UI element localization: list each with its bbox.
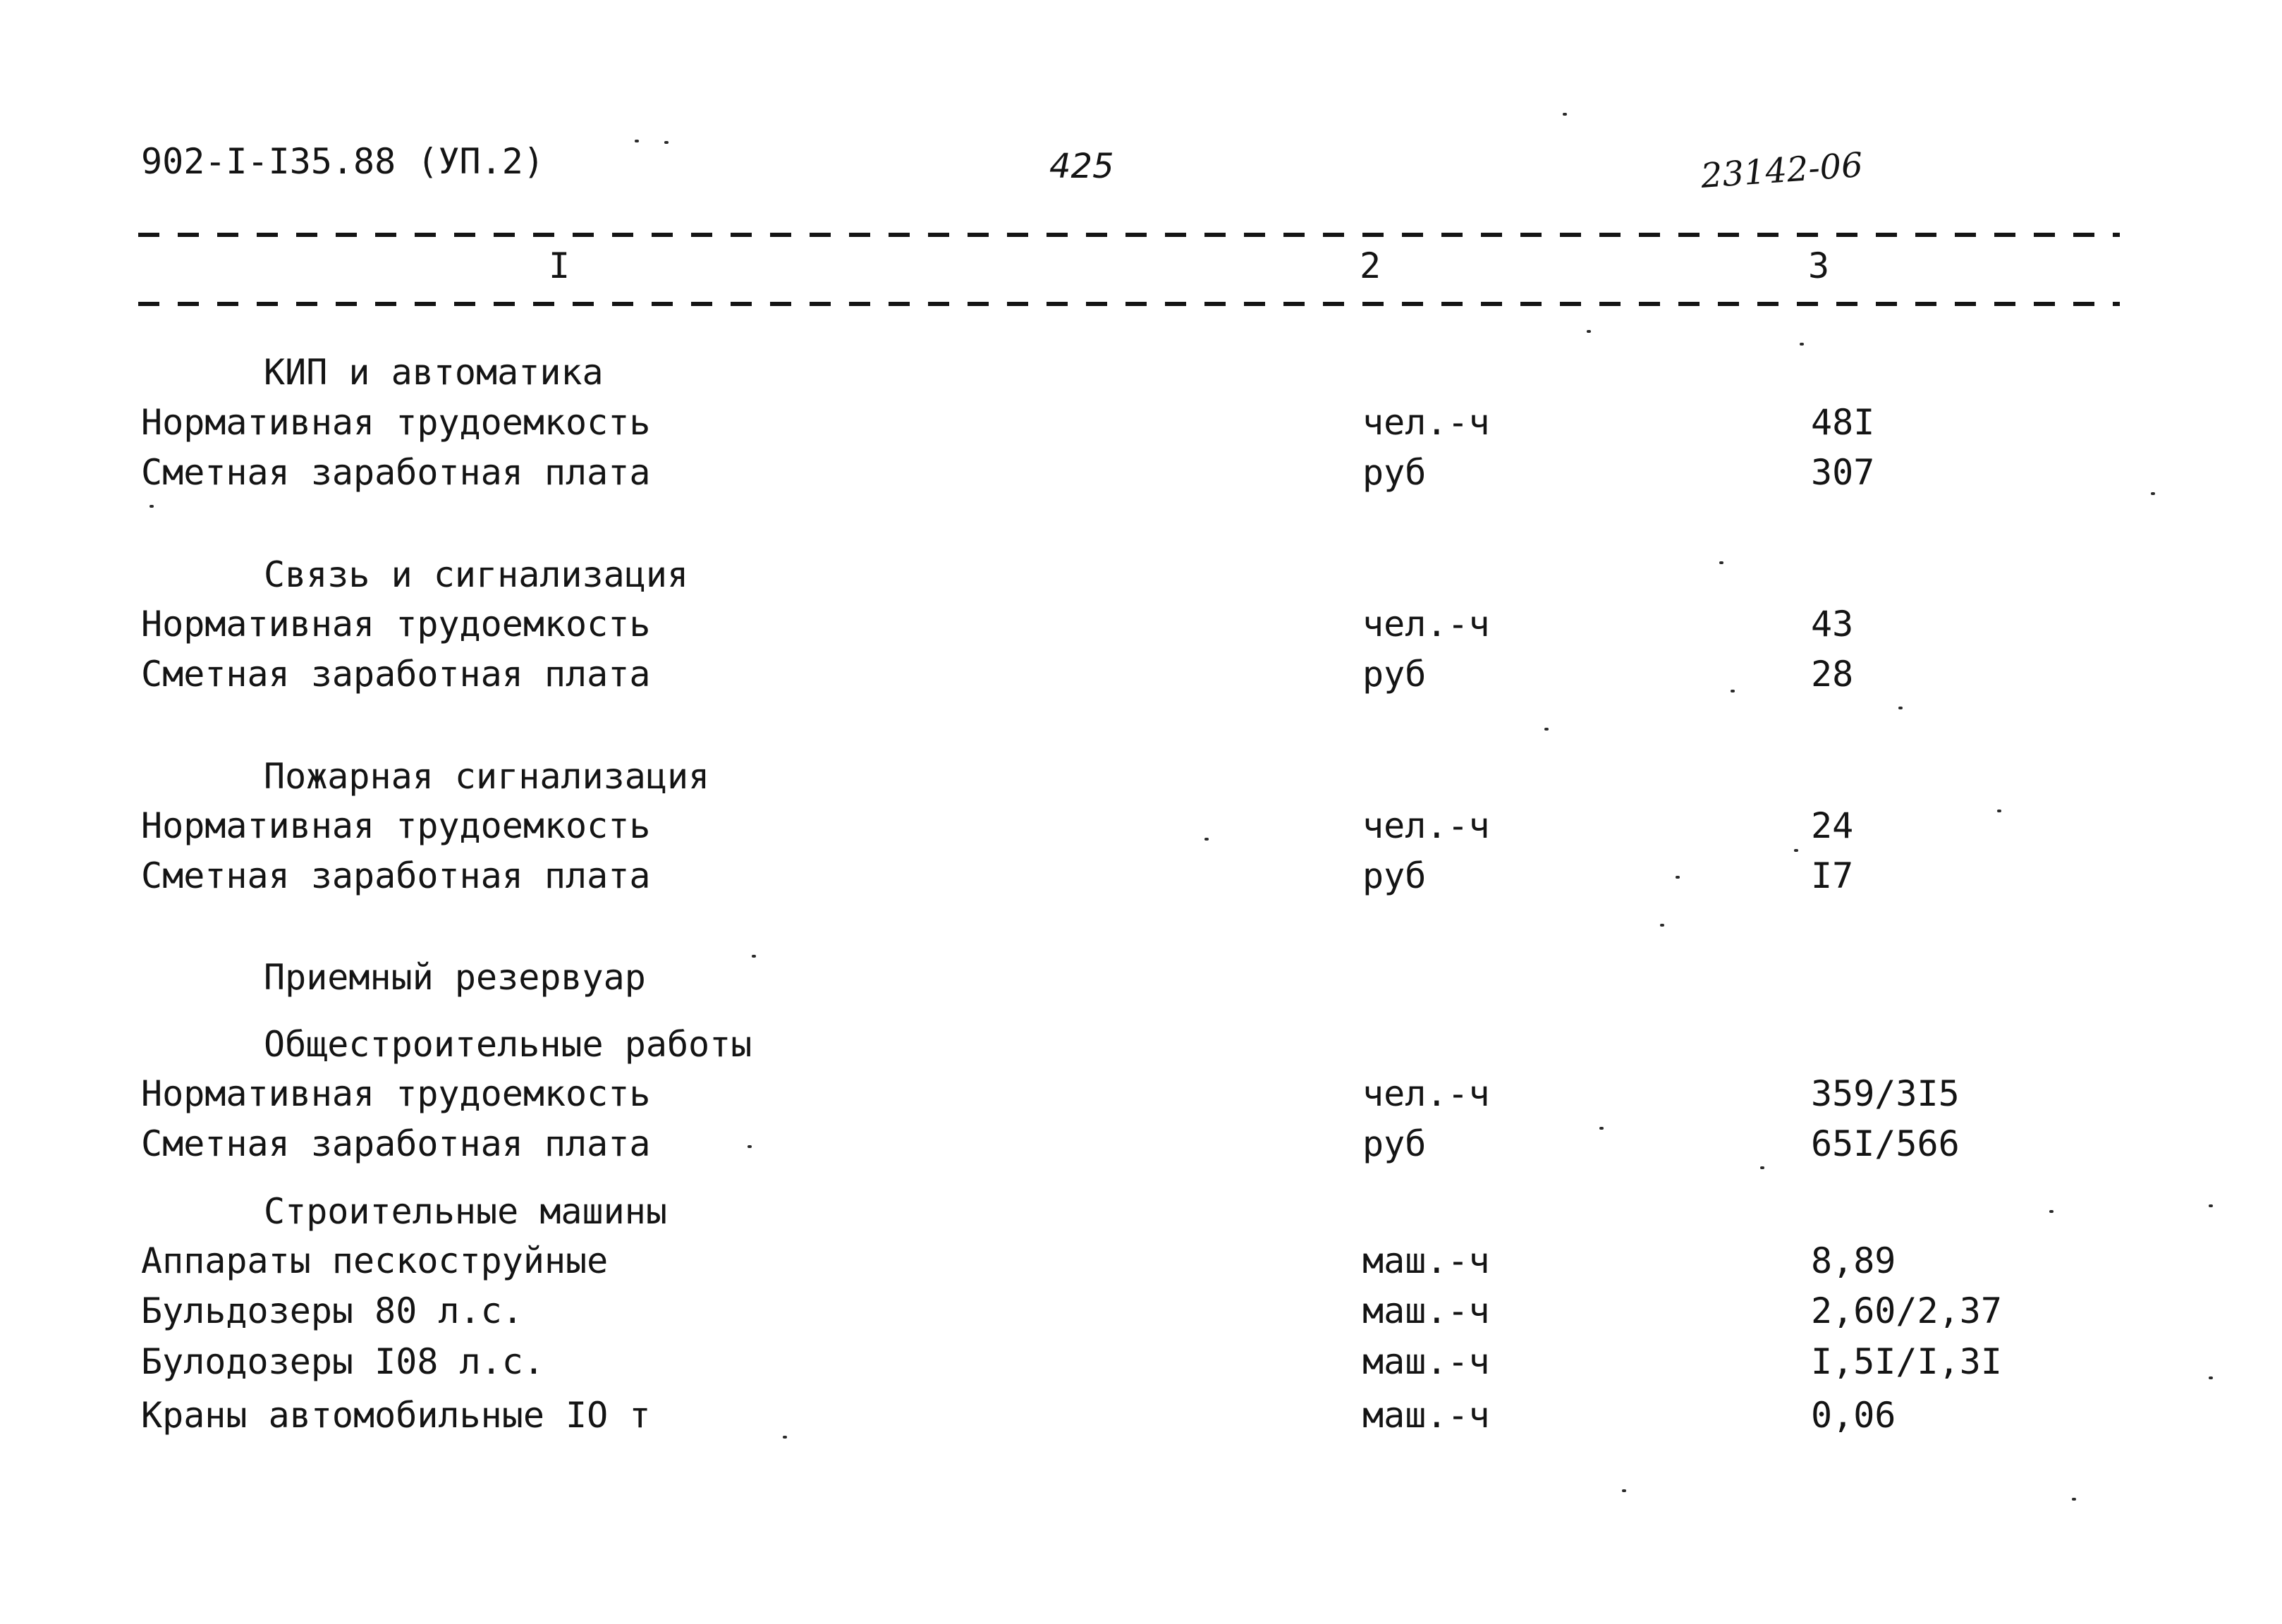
row-value: 2,60/2,37 — [1811, 1290, 2002, 1331]
table-row — [0, 400, 2282, 445]
row-unit: руб — [1362, 654, 1427, 695]
table-header-rule — [138, 302, 2120, 306]
row-value: 359/3I5 — [1811, 1073, 1960, 1114]
table-row — [0, 1121, 2282, 1166]
scan-speck — [1997, 810, 2001, 812]
table-top-rule — [138, 233, 2120, 237]
scan-speck — [664, 141, 669, 144]
table-row — [0, 1393, 2282, 1438]
row-name: Сметная заработная плата — [141, 855, 651, 896]
scan-speck — [635, 140, 639, 142]
row-name: Нормативная трудоемкость — [141, 1073, 651, 1114]
table-row — [0, 1288, 2282, 1333]
scan-speck — [1587, 330, 1591, 333]
scan-speck — [748, 1145, 752, 1148]
column-header-3: 3 — [1808, 245, 1830, 286]
row-name: Нормативная трудоемкость — [141, 402, 651, 443]
row-unit: маш.-ч — [1362, 1290, 1490, 1331]
row-value: 8,89 — [1811, 1240, 1896, 1281]
table-row — [0, 1238, 2282, 1283]
table-row — [0, 450, 2282, 495]
scan-speck — [150, 505, 154, 508]
row-value: 28 — [1811, 654, 1854, 695]
document-code: 902-I-I35.88 (УП.2) — [141, 141, 544, 182]
row-value: I7 — [1811, 855, 1854, 896]
scan-speck — [1719, 561, 1723, 564]
row-name: Нормативная трудоемкость — [141, 805, 651, 846]
scan-speck — [1544, 728, 1549, 731]
row-name: Нормативная трудоемкость — [141, 604, 651, 645]
scan-speck — [783, 1436, 787, 1439]
row-name: Сметная заработная плата — [141, 654, 651, 695]
scan-speck — [1660, 924, 1664, 927]
table-row — [0, 1071, 2282, 1116]
archive-number: 23142-06 — [1700, 145, 1865, 196]
row-value: 0,06 — [1811, 1395, 1896, 1436]
column-header-2: 2 — [1360, 245, 1381, 286]
row-unit: чел.-ч — [1362, 604, 1490, 645]
table-row — [0, 853, 2282, 898]
row-unit: руб — [1362, 452, 1427, 493]
row-value: 24 — [1811, 805, 1854, 846]
row-name: Краны автомобильные IО т — [141, 1395, 651, 1436]
row-value: 43 — [1811, 604, 1854, 645]
scan-speck — [2049, 1210, 2054, 1213]
scan-speck — [1800, 343, 1804, 346]
scan-speck — [2072, 1498, 2076, 1501]
table-row — [0, 803, 2282, 848]
section-heading: Общестроительные работы — [264, 1024, 752, 1065]
row-value: 48I — [1811, 402, 1875, 443]
row-unit: маш.-ч — [1362, 1341, 1490, 1382]
scan-speck — [2151, 492, 2155, 495]
section-heading: КИП и автоматика — [264, 352, 604, 393]
page-number: 425 — [1049, 147, 1114, 186]
row-name: Аппараты пескоструйные — [141, 1240, 609, 1281]
row-unit: чел.-ч — [1362, 402, 1490, 443]
row-unit: чел.-ч — [1362, 1073, 1490, 1114]
scan-speck — [752, 955, 756, 958]
section-heading: Строительные машины — [264, 1191, 667, 1232]
scan-speck — [1563, 113, 1567, 116]
section-heading: Пожарная сигнализация — [264, 756, 710, 797]
scan-speck — [1676, 876, 1680, 879]
row-name: Бульдозеры 80 л.с. — [141, 1290, 523, 1331]
scan-speck — [2209, 1204, 2213, 1207]
scan-speck — [2209, 1376, 2213, 1379]
row-unit: маш.-ч — [1362, 1240, 1490, 1281]
scan-speck — [1622, 1489, 1626, 1492]
section-heading: Приемный резервуар — [264, 957, 646, 998]
row-name: Сметная заработная плата — [141, 452, 651, 493]
row-value: 65I/566 — [1811, 1123, 1960, 1164]
table-row — [0, 1339, 2282, 1384]
row-value: 307 — [1811, 452, 1875, 493]
row-name: Сметная заработная плата — [141, 1123, 651, 1164]
row-unit: чел.-ч — [1362, 805, 1490, 846]
row-value: I,5I/I,3I — [1811, 1341, 2002, 1382]
scan-speck — [1599, 1127, 1604, 1130]
row-name: Булодозеры I08 л.с. — [141, 1341, 544, 1382]
table-row — [0, 652, 2282, 697]
section-heading: Связь и сигнализация — [264, 554, 689, 595]
scan-speck — [1760, 1166, 1764, 1169]
row-unit: руб — [1362, 855, 1427, 896]
scan-speck — [1794, 849, 1798, 852]
scan-speck — [1731, 690, 1735, 692]
row-unit: маш.-ч — [1362, 1395, 1490, 1436]
scan-speck — [1204, 838, 1209, 841]
scan-speck — [1898, 707, 1903, 709]
row-unit: руб — [1362, 1123, 1427, 1164]
column-header-1: I — [549, 245, 570, 286]
table-row — [0, 602, 2282, 647]
